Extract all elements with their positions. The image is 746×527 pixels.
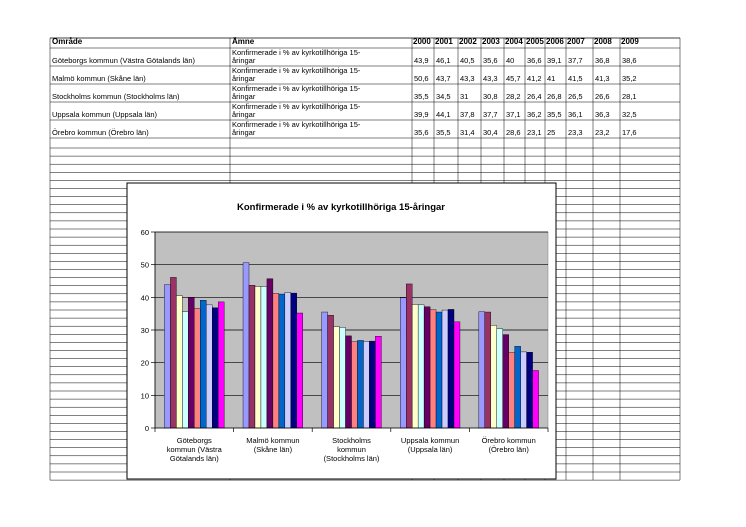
bar [285,292,291,428]
bar [503,335,509,428]
bar [485,312,491,428]
y-tick-label: 40 [140,293,149,303]
bar [424,307,430,428]
row-subject-line2: åringar [232,92,256,101]
bar [218,302,224,428]
row-value: 45,7 [506,74,521,83]
row-value: 39,9 [414,110,429,119]
row-subject-line1: Konfirmerade i % av kyrkotillhöriga 15- [232,102,361,111]
row-value: 40 [506,56,515,65]
bar [533,371,539,428]
row-value: 40,5 [460,56,475,65]
header-year: 2002 [459,37,477,46]
row-value: 26,6 [595,92,610,101]
row-value: 26,5 [568,92,583,101]
header-year: 2009 [621,37,639,46]
x-category-label: (Uppsala län) [407,445,453,454]
row-value: 28,6 [506,128,521,137]
bar [206,305,212,428]
bar [291,293,297,428]
row-subject-line2: åringar [232,56,256,65]
row-value: 36,8 [595,56,610,65]
row-subject-line1: Konfirmerade i % av kyrkotillhöriga 15- [232,66,361,75]
y-tick-label: 10 [140,391,149,401]
row-value: 17,6 [622,128,637,137]
row-value: 37,7 [483,110,498,119]
bar [357,340,363,428]
bar [322,312,328,428]
row-value: 35,5 [436,128,451,137]
x-category-label: Örebro kommun [481,436,536,445]
bar [212,308,218,428]
row-area: Örebro kommun (Örebro län) [52,128,149,137]
row-value: 37,8 [460,110,475,119]
bar [176,296,182,428]
row-area: Stockholms kommun (Stockholms län) [52,92,180,101]
bar [188,297,194,428]
bar [328,315,334,428]
row-value: 30,8 [483,92,498,101]
header-year: 2007 [567,37,585,46]
x-category-label: Stockholms [332,436,371,445]
row-value: 37,7 [568,56,583,65]
bar [509,353,515,428]
row-value: 36,2 [527,110,542,119]
x-category-label: Uppsala kommun [400,436,460,445]
bar [279,294,285,428]
bar [406,284,412,428]
row-area: Uppsala kommun (Uppsala län) [52,110,158,119]
bar [369,341,375,428]
row-value: 43,3 [460,74,475,83]
header-year: 2001 [435,37,453,46]
row-value: 50,6 [414,74,429,83]
row-value: 44,1 [436,110,451,119]
chart-object[interactable] [127,183,556,479]
bar [430,310,436,428]
bar [527,352,533,428]
bar [346,336,352,428]
bar [164,285,170,428]
header-year: 2000 [413,37,431,46]
row-value: 38,6 [622,56,637,65]
row-value: 43,9 [414,56,429,65]
header-year: 2004 [505,37,523,46]
x-category-label: Malmö kommun [246,436,300,445]
x-category-label: Göteborgs [176,436,212,445]
bar [249,285,255,428]
row-value: 25 [547,128,556,137]
x-category-label: (Örebro län) [488,445,529,454]
row-value: 43,3 [483,74,498,83]
header-year: 2005 [526,37,544,46]
row-subject-line1: Konfirmerade i % av kyrkotillhöriga 15- [232,84,361,93]
row-value: 32,5 [622,110,637,119]
bar [200,300,206,428]
bar [497,329,503,428]
bar [521,352,527,428]
bar [442,310,448,428]
bar [479,312,485,428]
bar [436,312,442,428]
bar [273,293,279,428]
x-category-label: Götalands län) [169,454,219,463]
row-subject-line2: åringar [232,110,256,119]
x-category-label: (Stockholms län) [323,454,380,463]
row-value: 26,4 [527,92,542,101]
row-value: 41,2 [527,74,542,83]
row-value: 35,5 [414,92,429,101]
bar [363,341,369,428]
row-value: 23,2 [595,128,610,137]
y-tick-label: 60 [140,228,149,237]
bar [297,313,303,428]
y-tick-label: 50 [140,260,149,270]
row-subject-line1: Konfirmerade i % av kyrkotillhöriga 15- [232,48,361,57]
row-subject-line2: åringar [232,74,256,83]
x-category-label: kommun [337,445,366,454]
row-value: 37,1 [506,110,521,119]
row-value: 28,1 [622,92,637,101]
row-subject-line1: Konfirmerade i % av kyrkotillhöriga 15- [232,120,361,129]
bar [515,346,521,428]
row-value: 23,3 [568,128,583,137]
bar [255,287,261,428]
bar [243,263,249,428]
data-table [52,37,639,137]
row-value: 31 [460,92,469,101]
row-value: 41 [547,74,556,83]
row-subject-line2: åringar [232,128,256,137]
bar [412,305,418,428]
row-value: 46,1 [436,56,451,65]
bar [261,287,267,428]
row-value: 36,6 [527,56,542,65]
row-value: 35,2 [622,74,637,83]
row-value: 26,8 [547,92,562,101]
bar [418,305,424,428]
bar [400,298,406,428]
row-value: 35,5 [547,110,562,119]
row-value: 39,1 [547,56,562,65]
bar [448,309,454,428]
row-value: 36,1 [568,110,583,119]
bar [267,279,273,428]
bar [491,325,497,428]
header-area: Område [52,37,83,46]
row-value: 35,6 [483,56,498,65]
bar [334,327,340,428]
header-subject: Ämne [232,37,255,46]
y-tick-label: 30 [140,326,149,335]
row-value: 34,5 [436,92,451,101]
header-year: 2003 [482,37,500,46]
bar [170,277,176,428]
row-value: 23,1 [527,128,542,137]
chart-title: Konfirmerade i % av kyrkotillhöriga 15-åringar [236,202,446,213]
row-area: Malmö kommun (Skåne län) [52,74,146,83]
bar [352,342,358,428]
y-tick-label: 20 [140,358,149,368]
bar [340,327,346,428]
row-value: 41,3 [595,74,610,83]
x-category-label: kommun (Västra [166,445,222,454]
row-value: 36,3 [595,110,610,119]
row-area: Göteborgs kommun (Västra Götalands län) [52,56,195,65]
header-year: 2006 [546,37,564,46]
bar [454,322,460,428]
bar [375,336,381,428]
row-value: 41,5 [568,74,583,83]
x-category-label: (Skåne län) [253,445,293,454]
row-value: 30,4 [483,128,498,137]
header-year: 2008 [594,37,612,46]
bar [182,312,188,428]
bar [194,308,200,428]
row-value: 35,6 [414,128,429,137]
row-value: 31,4 [460,128,475,137]
row-value: 43,7 [436,74,451,83]
y-tick-label: 0 [144,424,149,433]
row-value: 28,2 [506,92,521,101]
